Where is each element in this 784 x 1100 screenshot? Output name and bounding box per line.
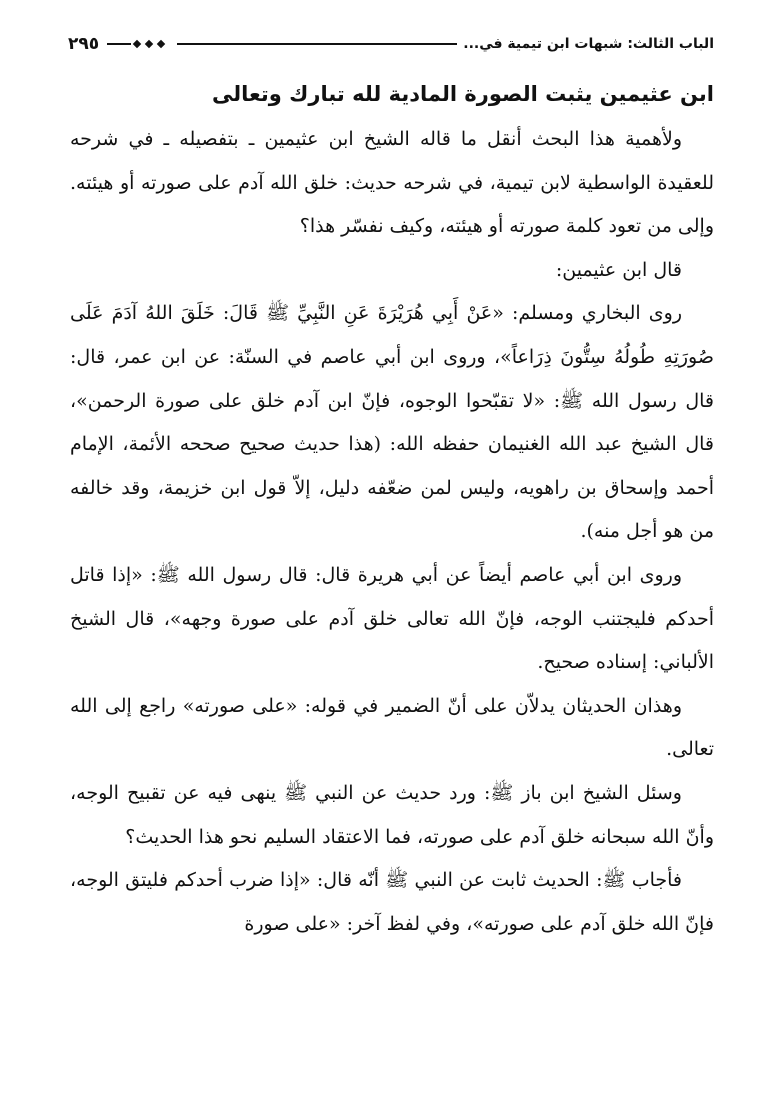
page-body [70,72,714,946]
paragraph: قال ابن عثيمين: [555,258,682,281]
ornament-diamond [157,40,165,48]
header-ornament [107,41,167,47]
page-number: ٢٩٥ [68,34,100,54]
paragraph: روى البخاري ومسلم: «عَنْ أَبِي هُرَيْرَةَ عَنِ النَّبِيِّ ﷺ قَالَ: خَلَقَ اللهُ آدَمَ عَلَى صُورَتِهِ طُولُهُ سِتُّونَ ذِرَاعاً»، وروى ابن أبي عاصم في السنّة: عن ابن عمر، قال: قال رسول الله ﷺ: «لا تقبّحوا الوجوه، فإنّ ابن آدم خلق على صورة الرحمن»، قال الشيخ عبد الله الغنيمان حفظه الله: (هذا حديث صحيح صححه الأئمة، الإمام أحمد وإسحاق بن راهويه، وليس لمن ضعّفه دليل، إلاّ قول ابن خزيمة، وقد خالفه من هو أجل منه). [70,302,714,543]
ornament-diamond [145,40,153,48]
section-heading: ابن عثيمين يثبت الصورة المادية لله تبارك وتعالى [211,82,714,106]
paragraph: وهذان الحديثان يدلاّن على أنّ الضمير في قوله: «على صورته» راجع إلى الله تعالى. [70,694,714,761]
running-header [68,32,714,56]
header-divider [177,43,457,45]
paragraph: وسئل الشيخ ابن باز ﷺ: ورد حديث عن النبي ﷺ ينهى فيه عن تقبيح الوجه، وأنّ الله سبحانه خلق آدم على صورته، فما الاعتقاد السليم نحو هذا الحديث؟ [70,781,714,848]
paragraph: ولأهمية هذا البحث أنقل ما قاله الشيخ ابن عثيمين ـ بتفصيله ـ في شرحه للعقيدة الواسطية لابن تيمية، في شرحه حديث: خلق الله آدم على صورته أو هيئته. وإلى من تعود كلمة صورته أو هيئته، وكيف نفسّر هذا؟ [70,128,714,238]
paragraph: وروى ابن أبي عاصم أيضاً عن أبي هريرة قال: قال رسول الله ﷺ: «إذا قاتل أحدكم فليجتنب الوجه، فإنّ الله تعالى خلق آدم على صورة وجهه»، قال الشيخ الألباني: إسناده صحيح. [70,563,714,674]
ornament-diamond [133,40,141,48]
running-header-title: الباب الثالث: شبهات ابن تيمية في... [463,36,714,52]
ornament-rule [107,43,131,45]
paragraph: فأجاب ﷺ: الحديث ثابت عن النبي ﷺ أنّه قال: «إذا ضرب أحدكم فليتق الوجه، فإنّ الله خلق آدم على صورته»، وفي لفظ آخر: «على صورة [70,869,714,935]
